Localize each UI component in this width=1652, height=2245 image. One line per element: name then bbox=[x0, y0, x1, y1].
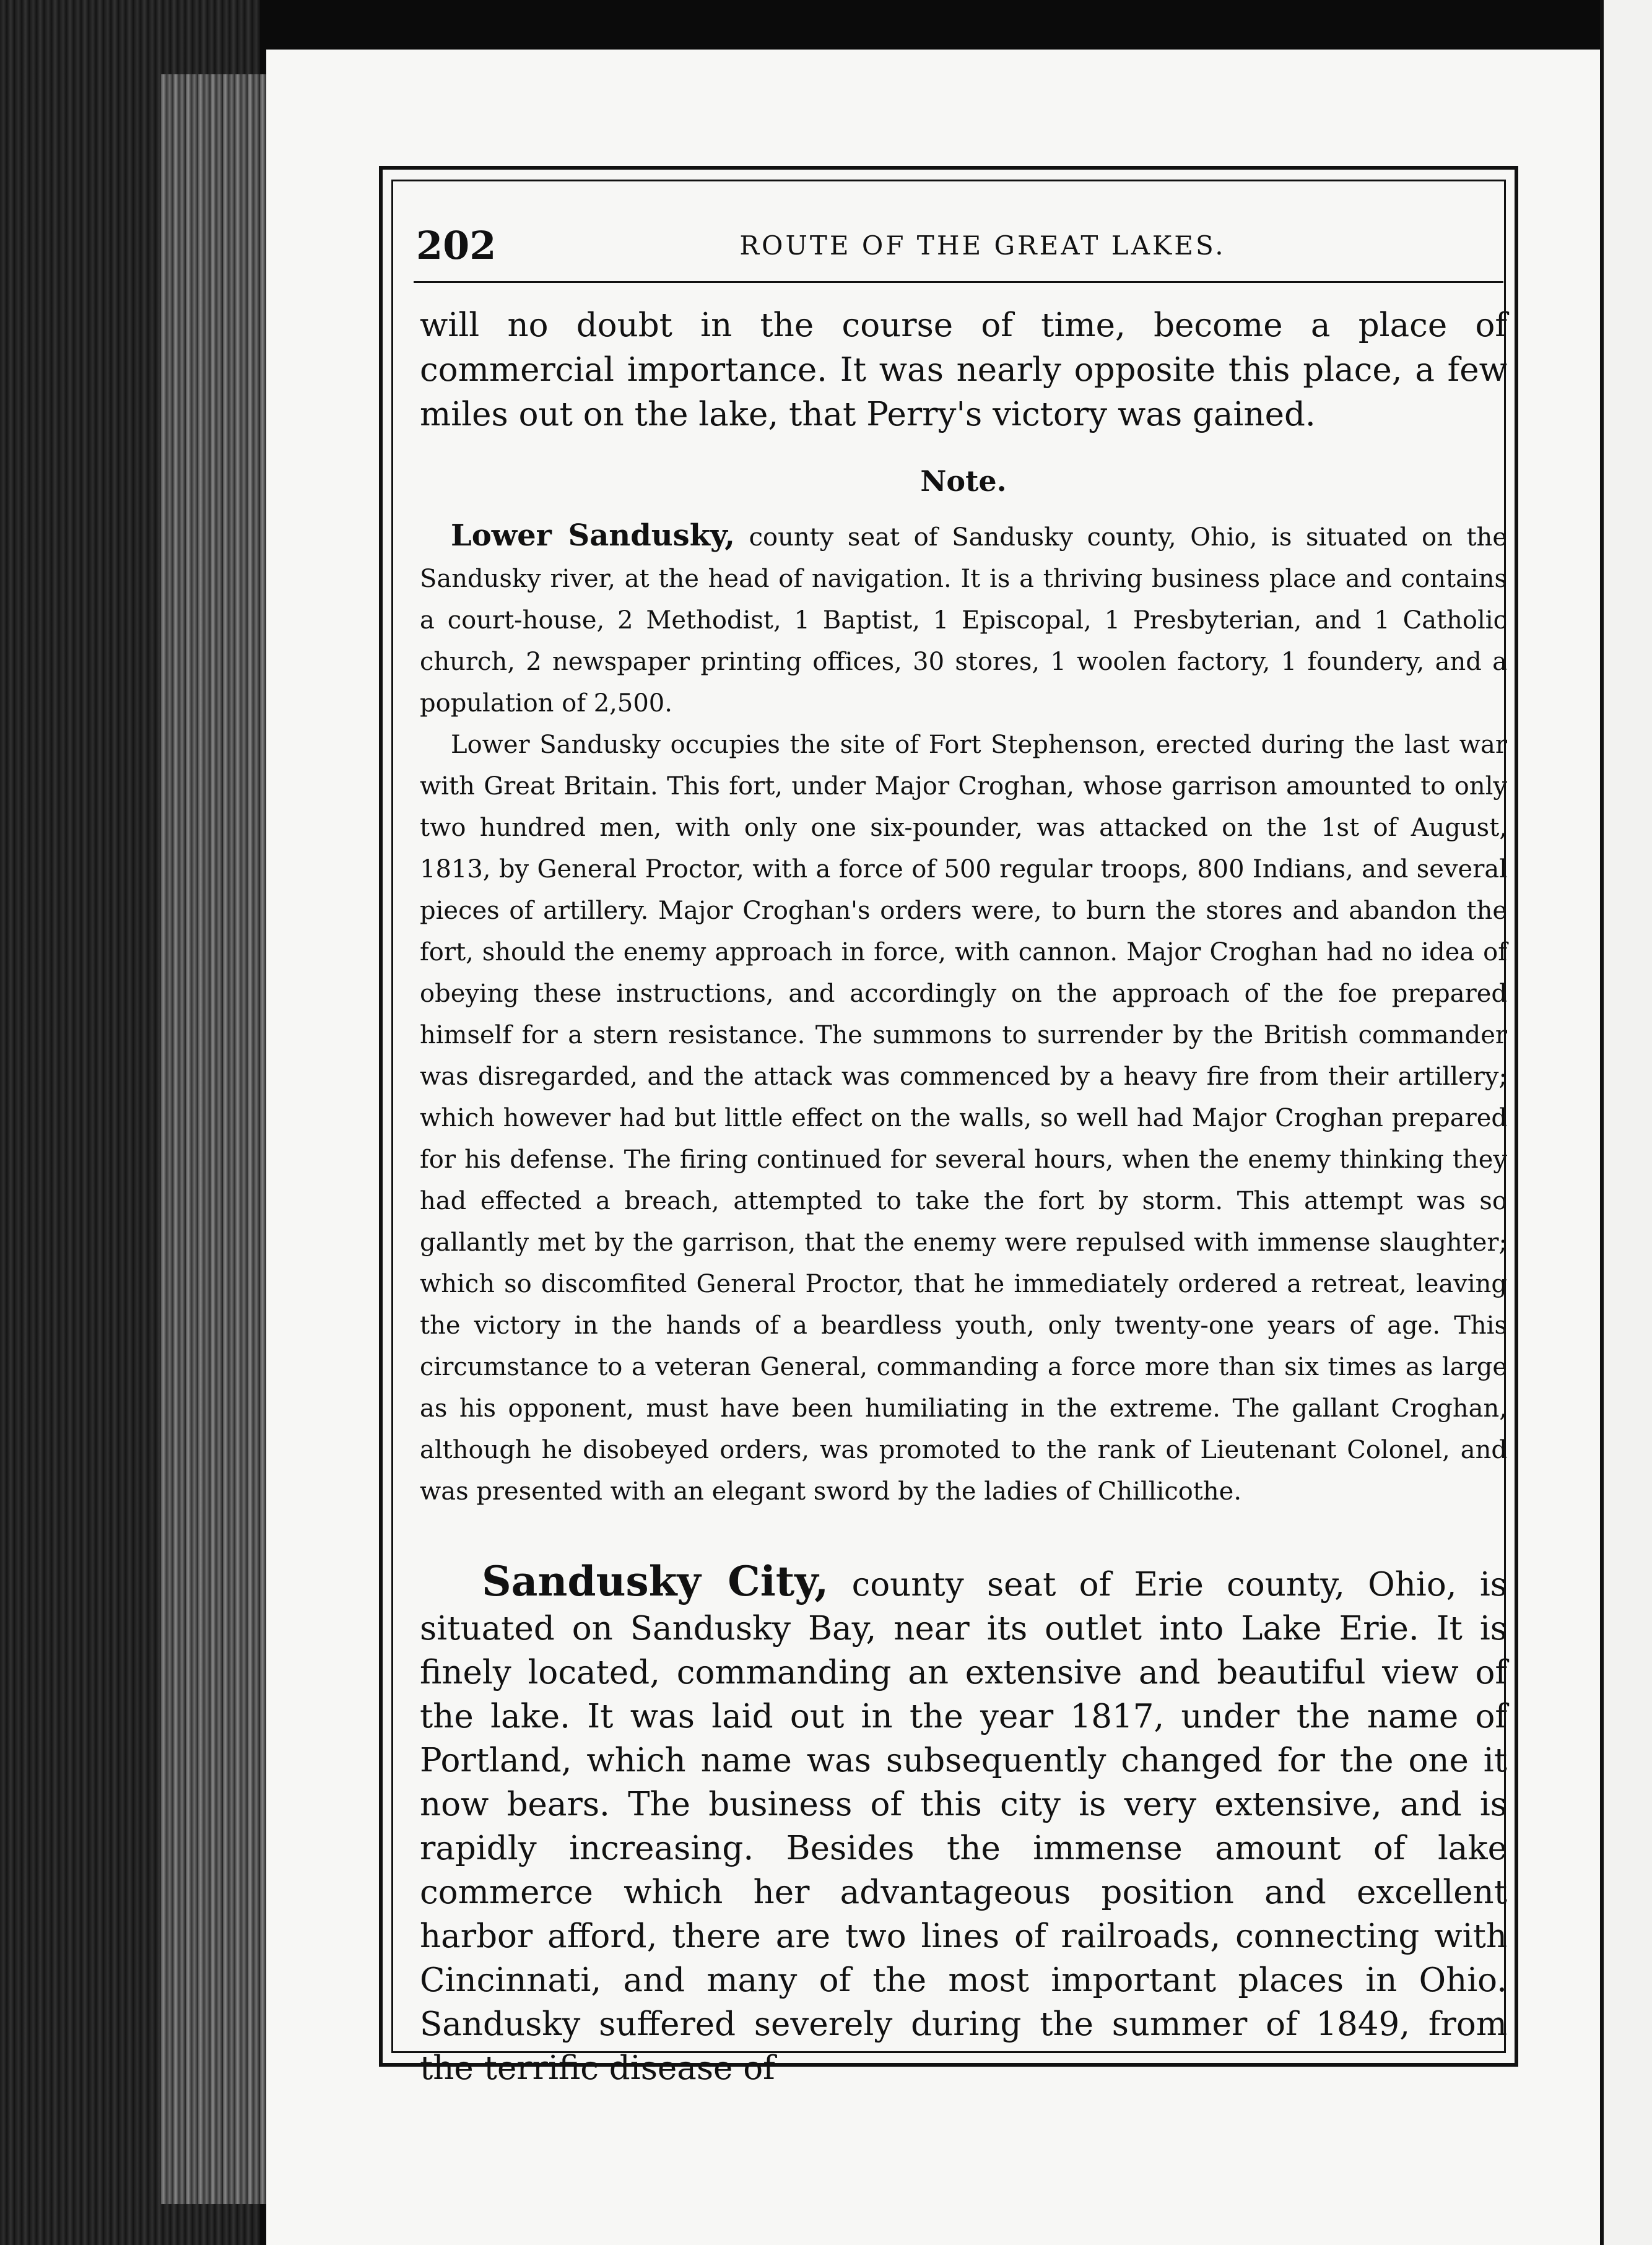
city-paragraph-text: county seat of Erie county, Ohio, is situated on Sandusky Bay, near its outlet into Lake Erie. It is finely located, commanding an extensive and beautiful view of the lake. It was laid out in the year 1817, under the name of Portland, which name was subsequently changed for the one it now bears. The business of this city is very extensive, and is rapidly increasing. Besides the immense amount of lake commerce which her advantageous position and excellent harbor afford, there are two lines of railroads, connecting with Cincinnati, and many of the most important places in Ohio. Sandusky suffered severely during the summer of 1849, from the terrific disease of bbox=[420, 1566, 1507, 2087]
note-paragraph-text: county seat of Sandusky county, Ohio, is situated on the Sandusky river, at the head of navigation. It is a thriving business place and contains a court-house, 2 Methodist, 1 Baptist, 1 Episcopal, 1 Presbyterian, and 1 Catholic church, 2 newspaper printing offices, 30 stores, 1 woolen factory, 1 foundery, and a population of 2,500. bbox=[420, 523, 1507, 718]
sandusky-city-paragraph bbox=[420, 1557, 1507, 2090]
note-heading: Note. bbox=[920, 464, 1007, 498]
page-edges bbox=[161, 74, 266, 2204]
running-head: ROUTE OF THE GREAT LAKES. bbox=[739, 230, 1226, 261]
page-number: 202 bbox=[416, 223, 497, 268]
page-header bbox=[416, 223, 1506, 279]
continued-paragraph: will no doubt in the course of time, become a place of commercial importance. It was nearly opposite this place, a few miles out on the lake, that Perry's victory was gained. bbox=[420, 306, 1507, 433]
page-body bbox=[420, 303, 1507, 2090]
header-rule bbox=[414, 281, 1503, 283]
note-paragraph-lower-sandusky bbox=[420, 515, 1507, 724]
city-lead-term: Sandusky City, bbox=[482, 1557, 829, 1605]
facing-page-edge bbox=[1600, 0, 1652, 2245]
note-lead-term: Lower Sandusky, bbox=[451, 518, 735, 553]
note-paragraph-fort-stephenson: Lower Sandusky occupies the site of Fort Stephenson, erected during the last war with Great Britain. This fort, under Major Croghan, whose garrison amounted to only two hundred men, with only one six-pounder, was attacked on the 1st of August, 1813, by General Proctor, with a force of 500 regular troops, 800 Indians, and several pieces of artillery. Major Croghan's orders were, to burn the stores and abandon the fort, should the enemy approach in force, with cannon. Major Croghan had no idea of obeying these instructions, and accordingly on the approach of the foe prepared himself for a stern resistance. The summons to surrender by the British commander was disregarded, and the attack was commenced by a heavy fire from their artillery; which however had but little effect on the walls, so well had Major Croghan prepared for his defense. The firing continued for several hours, when the enemy thinking they had effected a breach, attempted to take the fort by storm. This attempt was so gallantly met by the garrison, that the enemy were repulsed with immense slaughter; which so discomfited General Proctor, that he immediately ordered a retreat, leaving the victory in the hands of a beardless youth, only twenty-one years of age. This circumstance to a veteran General, commanding a force more than six times as large as his opponent, must have been humiliating in the extreme. The gallant Croghan, although he disobeyed orders, was promoted to the rank of Lieutenant Colonel, and was presented with an elegant sword by the ladies of Chillicothe. bbox=[420, 731, 1507, 1506]
